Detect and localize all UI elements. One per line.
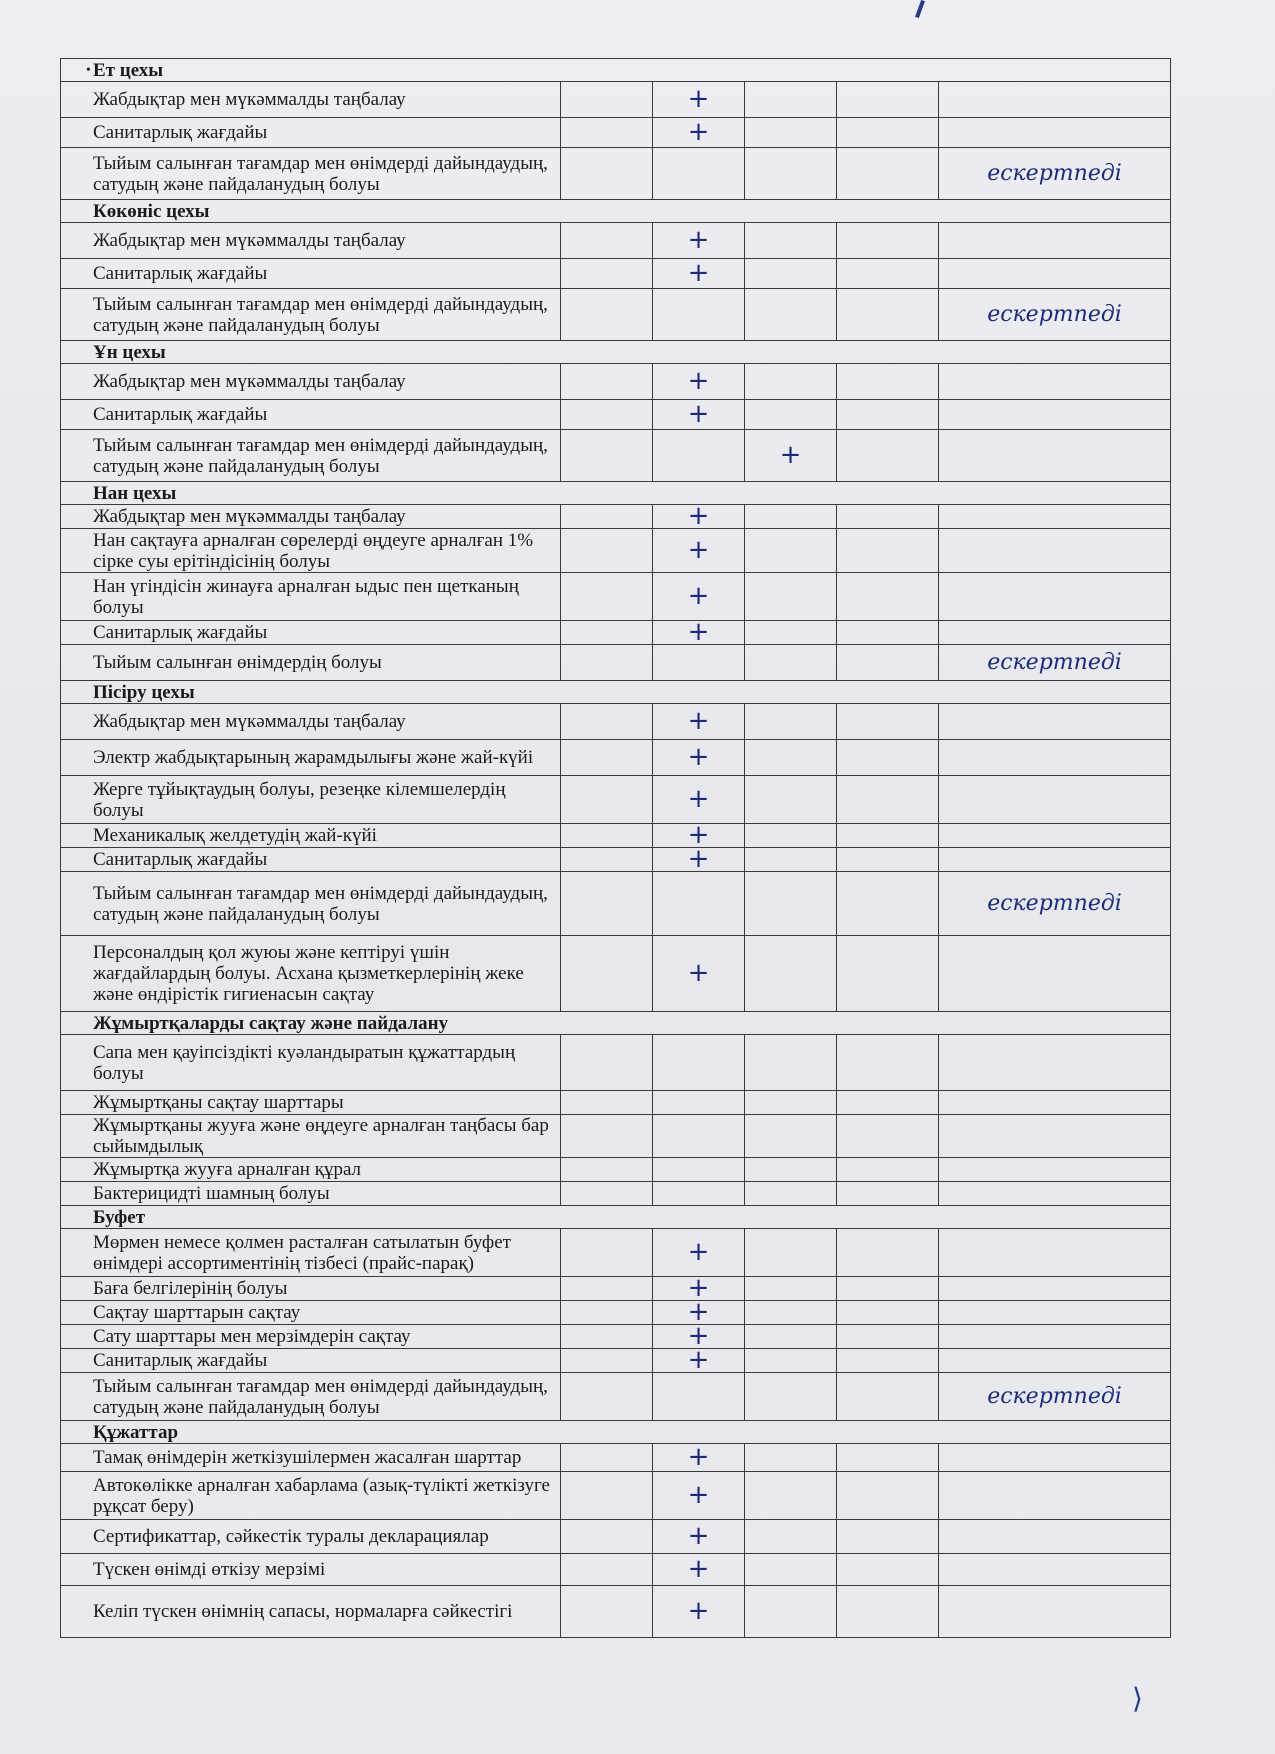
- checklist-item-text: Мөрмен немесе қолмен расталған сатылатын буфет өнімдері ассортиментінің тізбесі (прайс-парақ): [61, 1229, 561, 1277]
- checklist-item-text: Жабдықтар мен мүкәммалды таңбалау: [61, 704, 561, 740]
- empty-cell: [561, 1472, 653, 1520]
- handwritten-note-cell: [939, 259, 1171, 289]
- check-mark-cell: [653, 148, 745, 200]
- checklist-row: [61, 505, 1171, 529]
- checklist-row: [61, 1444, 1171, 1472]
- check-mark-cell: +: [653, 621, 745, 645]
- empty-cell: [745, 573, 837, 621]
- empty-cell: [745, 1472, 837, 1520]
- checklist-item-text: Санитарлық жағдайы: [61, 1349, 561, 1373]
- empty-cell: [837, 1444, 939, 1472]
- checklist-row: [61, 259, 1171, 289]
- handwritten-note-cell: ескертпеді: [939, 148, 1171, 200]
- checklist-row: [61, 364, 1171, 400]
- section-row: [61, 200, 1171, 223]
- inspection-checklist-table: [60, 58, 1171, 1638]
- handwritten-note-cell: [939, 1349, 1171, 1373]
- empty-cell: [745, 1182, 837, 1206]
- checklist-row: [61, 1373, 1171, 1421]
- check-mark-cell: +: [653, 1472, 745, 1520]
- checklist-item-text: Тыйым салынған тағамдар мен өнімдерді дайындаудың, сатудың және пайдаланудың болуы: [61, 430, 561, 482]
- handwritten-note-cell: [939, 621, 1171, 645]
- empty-cell: [745, 824, 837, 848]
- empty-cell: [561, 289, 653, 341]
- empty-cell: [561, 430, 653, 482]
- empty-cell: [561, 776, 653, 824]
- checklist-item-text: Нан сақтауға арналған сөрелерді өңдеуге арналған 1% сірке суы ерітіндісінің болуы: [61, 529, 561, 573]
- checklist-item-text: Бактерицидті шамның болуы: [61, 1182, 561, 1206]
- empty-cell: [561, 740, 653, 776]
- handwritten-note-cell: [939, 848, 1171, 872]
- checklist-row: [61, 1472, 1171, 1520]
- checklist-item-text: Тыйым салынған тағамдар мен өнімдерді дайындаудың, сатудың және пайдаланудың болуы: [61, 872, 561, 936]
- empty-cell: [837, 740, 939, 776]
- checklist-item-text: Санитарлық жағдайы: [61, 848, 561, 872]
- empty-cell: [561, 1091, 653, 1115]
- handwritten-note-cell: [939, 1229, 1171, 1277]
- check-mark-cell: [653, 1373, 745, 1421]
- handwritten-note-cell: [939, 430, 1171, 482]
- handwritten-note-cell: [939, 573, 1171, 621]
- section-row: [61, 341, 1171, 364]
- empty-cell: [837, 82, 939, 118]
- checklist-row: [61, 1158, 1171, 1182]
- section-title: Ет цехы: [61, 59, 1171, 82]
- check-mark-cell: [653, 1035, 745, 1091]
- checklist-row: [61, 400, 1171, 430]
- checklist-item-text: Жұмыртқа жууға арналған құрал: [61, 1158, 561, 1182]
- empty-cell: [837, 529, 939, 573]
- handwritten-note-cell: [939, 1520, 1171, 1554]
- empty-cell: [561, 872, 653, 936]
- checklist-item-text: Баға белгілерінің болуы: [61, 1277, 561, 1301]
- checklist-row: [61, 1325, 1171, 1349]
- empty-cell: [745, 1035, 837, 1091]
- empty-cell: [837, 1229, 939, 1277]
- empty-cell: [837, 1091, 939, 1115]
- empty-cell: [837, 1373, 939, 1421]
- empty-cell: [561, 1325, 653, 1349]
- checklist-row: [61, 223, 1171, 259]
- check-mark-cell: [653, 1182, 745, 1206]
- handwritten-note-cell: [939, 936, 1171, 1012]
- empty-cell: [745, 1349, 837, 1373]
- corner-mark: ⟩: [1132, 1682, 1143, 1715]
- section-row: [61, 59, 1171, 82]
- check-mark-cell: +: [745, 430, 837, 482]
- check-mark-cell: [653, 1091, 745, 1115]
- checklist-row: [61, 776, 1171, 824]
- check-mark-cell: [653, 872, 745, 936]
- handwritten-note-cell: [939, 1158, 1171, 1182]
- checklist-row: [61, 848, 1171, 872]
- check-mark-cell: +: [653, 364, 745, 400]
- handwritten-note-cell: ескертпеді: [939, 872, 1171, 936]
- empty-cell: [561, 645, 653, 681]
- empty-cell: [561, 1115, 653, 1158]
- check-mark-cell: +: [653, 824, 745, 848]
- section-row: [61, 1421, 1171, 1444]
- empty-cell: [745, 400, 837, 430]
- empty-cell: [561, 1373, 653, 1421]
- handwritten-note-cell: [939, 529, 1171, 573]
- empty-cell: [561, 1349, 653, 1373]
- checklist-row: [61, 289, 1171, 341]
- empty-cell: [745, 621, 837, 645]
- section-title: Нан цехы: [61, 482, 1171, 505]
- handwritten-note-cell: [939, 400, 1171, 430]
- handwritten-note-cell: [939, 1554, 1171, 1586]
- checklist-row: [61, 1554, 1171, 1586]
- empty-cell: [745, 1277, 837, 1301]
- empty-cell: [837, 259, 939, 289]
- empty-cell: [837, 1182, 939, 1206]
- empty-cell: [745, 1325, 837, 1349]
- empty-cell: [837, 364, 939, 400]
- check-mark-cell: [653, 430, 745, 482]
- empty-cell: [561, 118, 653, 148]
- empty-cell: [745, 776, 837, 824]
- empty-cell: [837, 1035, 939, 1091]
- empty-cell: [745, 1301, 837, 1325]
- empty-cell: [745, 1158, 837, 1182]
- checklist-item-text: Келіп түскен өнімнің сапасы, нормаларға сәйкестігі: [61, 1586, 561, 1638]
- checklist-row: [61, 824, 1171, 848]
- empty-cell: [561, 223, 653, 259]
- empty-cell: [837, 824, 939, 848]
- empty-cell: [837, 872, 939, 936]
- empty-cell: [561, 1035, 653, 1091]
- handwritten-note-cell: ескертпеді: [939, 289, 1171, 341]
- checklist-item-text: Санитарлық жағдайы: [61, 621, 561, 645]
- empty-cell: [837, 1586, 939, 1638]
- check-mark-cell: +: [653, 1444, 745, 1472]
- bullet-mark: •: [86, 63, 91, 78]
- check-mark-cell: +: [653, 936, 745, 1012]
- empty-cell: [837, 776, 939, 824]
- checklist-item-text: Жерге тұйықтаудың болуы, резеңке кілемшелердің болуы: [61, 776, 561, 824]
- checklist-item-text: Санитарлық жағдайы: [61, 118, 561, 148]
- checklist-item-text: Сақтау шарттарын сақтау: [61, 1301, 561, 1325]
- check-mark-cell: +: [653, 1349, 745, 1373]
- checklist-item-text: Нан үгіндісін жинауға арналған ыдыс пен щетканың болуы: [61, 573, 561, 621]
- checklist-row: [61, 1277, 1171, 1301]
- handwritten-note-cell: [939, 704, 1171, 740]
- checklist-item-text: Тыйым салынған тағамдар мен өнімдерді дайындаудың, сатудың және пайдаланудың болуы: [61, 289, 561, 341]
- empty-cell: [561, 259, 653, 289]
- handwritten-note-cell: [939, 824, 1171, 848]
- check-mark-cell: +: [653, 848, 745, 872]
- section-title: Буфет: [61, 1206, 1171, 1229]
- handwritten-note-cell: [939, 1277, 1171, 1301]
- section-row: [61, 1206, 1171, 1229]
- check-mark-cell: +: [653, 1277, 745, 1301]
- empty-cell: [745, 259, 837, 289]
- checklist-item-text: Сапа мен қауіпсіздікті куәландыратын құжаттардың болуы: [61, 1035, 561, 1091]
- handwritten-note-cell: [939, 1301, 1171, 1325]
- empty-cell: [561, 704, 653, 740]
- checklist-row: [61, 645, 1171, 681]
- handwritten-note-cell: [939, 1472, 1171, 1520]
- empty-cell: [837, 289, 939, 341]
- empty-cell: [745, 872, 837, 936]
- handwritten-note-cell: [939, 776, 1171, 824]
- pen-stroke-mark: [915, 0, 925, 18]
- check-mark-cell: +: [653, 529, 745, 573]
- empty-cell: [745, 704, 837, 740]
- checklist-item-text: Жабдықтар мен мүкәммалды таңбалау: [61, 82, 561, 118]
- checklist-row: [61, 1349, 1171, 1373]
- empty-cell: [561, 505, 653, 529]
- empty-cell: [837, 645, 939, 681]
- empty-cell: [837, 936, 939, 1012]
- empty-cell: [561, 848, 653, 872]
- check-mark-cell: +: [653, 1229, 745, 1277]
- empty-cell: [837, 505, 939, 529]
- handwritten-note-cell: [939, 1035, 1171, 1091]
- empty-cell: [745, 1115, 837, 1158]
- empty-cell: [837, 848, 939, 872]
- handwritten-note-cell: [939, 1182, 1171, 1206]
- section-title: Жұмыртқаларды сақтау және пайдалану: [61, 1012, 1171, 1035]
- empty-cell: [745, 118, 837, 148]
- empty-cell: [561, 400, 653, 430]
- checklist-item-text: Жабдықтар мен мүкәммалды таңбалау: [61, 364, 561, 400]
- checklist-item-text: Жұмыртқаны сақтау шарттары: [61, 1091, 561, 1115]
- checklist-row: [61, 704, 1171, 740]
- check-mark-cell: [653, 289, 745, 341]
- empty-cell: [837, 1301, 939, 1325]
- check-mark-cell: [653, 645, 745, 681]
- checklist-row: [61, 1229, 1171, 1277]
- empty-cell: [561, 1158, 653, 1182]
- checklist-row: [61, 1091, 1171, 1115]
- check-mark-cell: +: [653, 505, 745, 529]
- checklist-item-text: Персоналдың қол жуюы және кептіруі үшін жағдайлардың болуы. Асхана қызметкерлерінің жеке және өндірістік гигиенасын сақтау: [61, 936, 561, 1012]
- checklist-item-text: Тыйым салынған өнімдердің болуы: [61, 645, 561, 681]
- empty-cell: [837, 704, 939, 740]
- checklist-item-text: Жабдықтар мен мүкәммалды таңбалау: [61, 505, 561, 529]
- empty-cell: [561, 1229, 653, 1277]
- empty-cell: [745, 1554, 837, 1586]
- check-mark-cell: +: [653, 259, 745, 289]
- empty-cell: [837, 400, 939, 430]
- handwritten-note-cell: [939, 505, 1171, 529]
- empty-cell: [745, 529, 837, 573]
- section-title: Пісіру цехы: [61, 681, 1171, 704]
- check-mark-cell: +: [653, 573, 745, 621]
- checklist-row: [61, 1301, 1171, 1325]
- empty-cell: [745, 148, 837, 200]
- checklist-row: [61, 740, 1171, 776]
- check-mark-cell: [653, 1158, 745, 1182]
- empty-cell: [837, 223, 939, 259]
- section-row: [61, 482, 1171, 505]
- handwritten-note-cell: [939, 118, 1171, 148]
- section-row: [61, 681, 1171, 704]
- checklist-item-text: Жабдықтар мен мүкәммалды таңбалау: [61, 223, 561, 259]
- empty-cell: [561, 1444, 653, 1472]
- empty-cell: [561, 529, 653, 573]
- empty-cell: [561, 1182, 653, 1206]
- empty-cell: [837, 1472, 939, 1520]
- handwritten-note-cell: [939, 1444, 1171, 1472]
- empty-cell: [745, 936, 837, 1012]
- check-mark-cell: +: [653, 1301, 745, 1325]
- empty-cell: [561, 148, 653, 200]
- checklist-item-text: Тыйым салынған тағамдар мен өнімдерді дайындаудың, сатудың және пайдаланудың болуы: [61, 1373, 561, 1421]
- checklist-item-text: Тамақ өнімдерін жеткізушілермен жасалған шарттар: [61, 1444, 561, 1472]
- checklist-item-text: Автокөлікке арналған хабарлама (азық-түлікті жеткізуге рұқсат беру): [61, 1472, 561, 1520]
- checklist-item-text: Санитарлық жағдайы: [61, 400, 561, 430]
- checklist-item-text: Санитарлық жағдайы: [61, 259, 561, 289]
- empty-cell: [837, 1554, 939, 1586]
- checklist-item-text: Сертификаттар, сәйкестік туралы декларациялар: [61, 1520, 561, 1554]
- checklist-row: [61, 1520, 1171, 1554]
- check-mark-cell: +: [653, 704, 745, 740]
- empty-cell: [745, 1444, 837, 1472]
- empty-cell: [745, 364, 837, 400]
- check-mark-cell: +: [653, 740, 745, 776]
- handwritten-note-cell: [939, 223, 1171, 259]
- empty-cell: [745, 1586, 837, 1638]
- handwritten-note-cell: [939, 364, 1171, 400]
- section-title: Көкөніс цехы: [61, 200, 1171, 223]
- checklist-row: [61, 872, 1171, 936]
- check-mark-cell: +: [653, 1554, 745, 1586]
- checklist-row: [61, 430, 1171, 482]
- empty-cell: [561, 1277, 653, 1301]
- checklist-item-text: Электр жабдықтарының жарамдылығы және жай-күйі: [61, 740, 561, 776]
- empty-cell: [561, 1301, 653, 1325]
- checklist-row: [61, 573, 1171, 621]
- empty-cell: [837, 430, 939, 482]
- handwritten-note-cell: [939, 1115, 1171, 1158]
- checklist-row: [61, 1115, 1171, 1158]
- empty-cell: [837, 573, 939, 621]
- check-mark-cell: +: [653, 400, 745, 430]
- empty-cell: [561, 824, 653, 848]
- checklist-row: [61, 1182, 1171, 1206]
- empty-cell: [561, 82, 653, 118]
- empty-cell: [745, 82, 837, 118]
- empty-cell: [561, 364, 653, 400]
- empty-cell: [837, 621, 939, 645]
- check-mark-cell: +: [653, 1325, 745, 1349]
- handwritten-note-cell: [939, 1091, 1171, 1115]
- empty-cell: [745, 740, 837, 776]
- handwritten-note-cell: [939, 740, 1171, 776]
- empty-cell: [561, 1520, 653, 1554]
- check-mark-cell: [653, 1115, 745, 1158]
- handwritten-note-cell: [939, 1586, 1171, 1638]
- checklist-row: [61, 1035, 1171, 1091]
- checklist-row: [61, 82, 1171, 118]
- empty-cell: [561, 1586, 653, 1638]
- checklist-item-text: Механикалық желдетудің жай-күйі: [61, 824, 561, 848]
- handwritten-note-cell: ескертпеді: [939, 1373, 1171, 1421]
- handwritten-note-cell: ескертпеді: [939, 645, 1171, 681]
- empty-cell: [837, 1349, 939, 1373]
- empty-cell: [561, 621, 653, 645]
- checklist-row: [61, 148, 1171, 200]
- empty-cell: [837, 1158, 939, 1182]
- section-row: [61, 1012, 1171, 1035]
- section-title: Ұн цехы: [61, 341, 1171, 364]
- checklist-row: [61, 1586, 1171, 1638]
- check-mark-cell: +: [653, 118, 745, 148]
- empty-cell: [837, 1520, 939, 1554]
- empty-cell: [837, 1277, 939, 1301]
- check-mark-cell: +: [653, 776, 745, 824]
- checklist-row: [61, 118, 1171, 148]
- check-mark-cell: +: [653, 82, 745, 118]
- empty-cell: [745, 645, 837, 681]
- empty-cell: [561, 936, 653, 1012]
- empty-cell: [745, 848, 837, 872]
- check-mark-cell: +: [653, 223, 745, 259]
- empty-cell: [745, 223, 837, 259]
- empty-cell: [745, 1091, 837, 1115]
- checklist-row: [61, 529, 1171, 573]
- empty-cell: [745, 1229, 837, 1277]
- empty-cell: [745, 1373, 837, 1421]
- empty-cell: [837, 1115, 939, 1158]
- empty-cell: [561, 1554, 653, 1586]
- empty-cell: [837, 1325, 939, 1349]
- empty-cell: [745, 289, 837, 341]
- checklist-row: [61, 621, 1171, 645]
- handwritten-note-cell: [939, 82, 1171, 118]
- empty-cell: [837, 148, 939, 200]
- empty-cell: [561, 573, 653, 621]
- check-mark-cell: +: [653, 1586, 745, 1638]
- checklist-row: [61, 936, 1171, 1012]
- checklist-item-text: Тыйым салынған тағамдар мен өнімдерді дайындаудың, сатудың және пайдаланудың болуы: [61, 148, 561, 200]
- check-mark-cell: +: [653, 1520, 745, 1554]
- empty-cell: [837, 118, 939, 148]
- section-title: Құжаттар: [61, 1421, 1171, 1444]
- checklist-item-text: Түскен өнімді өткізу мерзімі: [61, 1554, 561, 1586]
- empty-cell: [745, 1520, 837, 1554]
- handwritten-note-cell: [939, 1325, 1171, 1349]
- checklist-item-text: Жұмыртқаны жууға және өңдеуге арналған таңбасы бар сыйымдылық: [61, 1115, 561, 1158]
- checklist-item-text: Сату шарттары мен мерзімдерін сақтау: [61, 1325, 561, 1349]
- empty-cell: [745, 505, 837, 529]
